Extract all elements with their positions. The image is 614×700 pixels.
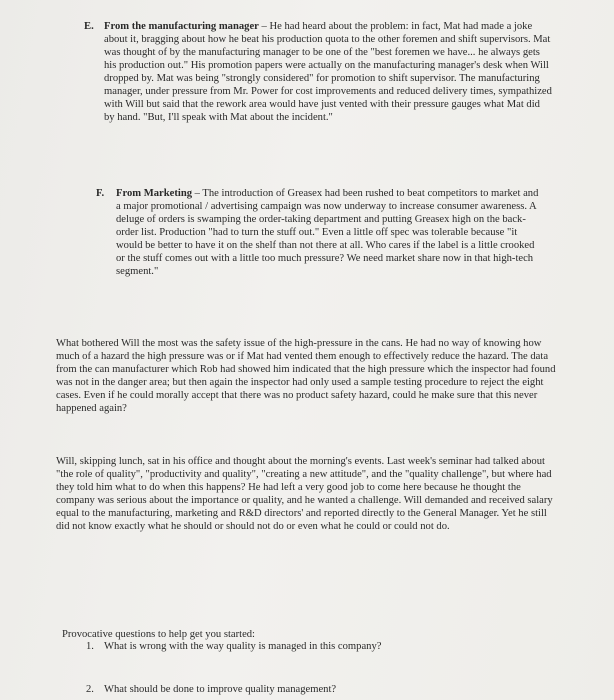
question-number: 1.: [86, 641, 94, 652]
paragraph-safety: What bothered Will the most was the safety issue of the high-pressure in the cans. He had no way of knowing how much of a hazard the high pressure was or if Mat had vented them enough to effectively reduce the hazard. The data from the can manufacturer which Rob had showed him indicated that the high pressure which the inspector had found was not in the danger area; but then again the inspector had only used a sample testing procedure to reject the eight cases. Even if he could morally accept that there was no product safety hazard, could he make sure that this never happened again?: [56, 337, 556, 414]
question-item: [86, 683, 546, 696]
section-e-marker: E.: [84, 21, 94, 32]
section-e-text: [104, 20, 552, 124]
question-text: What should be done to improve quality management?: [104, 684, 337, 695]
questions-title: Provocative questions to help get you started:: [62, 628, 256, 640]
section-f-marker: F.: [96, 188, 105, 199]
section-f: [96, 187, 542, 278]
section-e-body: – He had heard about the problem: in fact, Mat had made a joke about it, bragging about how he beat his production quota to the other foremen and shift supervisors. Mat was thought of by the manufacturing manager to be one of the "best foremen we have... he always gets his production out." His promotion papers were actually on the manufacturing manager's desk when Will dropped by. Mat was being "strongly considered" for promotion to shift supervisor. The manufacturing manager, under pressure from Mr. Power for cost improvements and reduced delivery times, sympathized with Will but said that the rework area would have just vented with their pressure gauges what Mat did by hand. "But, I'll speak with Mat about the incident.": [104, 21, 552, 123]
section-f-text: [116, 187, 542, 278]
paragraph-will-lunch: Will, skipping lunch, sat in his office and thought about the morning's events. Last week's seminar had talked about "the role of quality", "productivity and quality", "creating a new attitude", and the "quality challenge", but where had they told him what to do when this happens? He had left a very good job to come here because he thought the company was serious about the importance or quality, and he wanted a challenge. Will demanded and received salary equal to the manufacturing, marketing and R&D directors' and reported directly to the General Manager. Yet he still did not know exactly what he should or should not do or even what he could or could not do.: [56, 455, 553, 532]
section-f-body: – The introduction of Greasex had been rushed to beat competitors to market and a major promotional / advertising campaign was now underway to increase consumer awareness. A deluge of orders is swamping the order-taking department and putting Greasex high on the back-order list. Production "had to turn the stuff out." Even a little off spec was tolerable because "it would be better to have it on the shelf than not there at all. Who cares if the label is a little crooked or the stuff comes out with a little too much pressure? We need market share now in that high-tech segment.": [116, 188, 539, 277]
section-e-lead: From the manufacturing manager: [104, 21, 259, 32]
question-item: [86, 640, 546, 653]
section-e: [84, 20, 552, 124]
section-f-lead: From Marketing: [116, 188, 193, 199]
question-text: What is wrong with the way quality is managed in this company?: [104, 641, 382, 652]
question-number: 2.: [86, 684, 94, 695]
